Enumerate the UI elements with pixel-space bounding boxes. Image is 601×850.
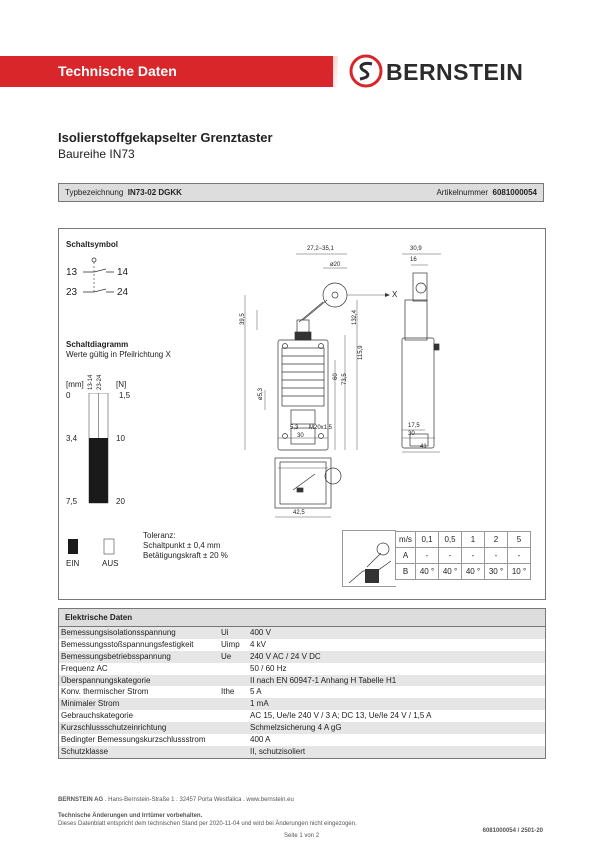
dim-d3: 30,9 [410,246,422,252]
table-row: Bedingter Bemessungskurzschlussstrom 400 A [61,735,271,745]
dim-w1: 5,3 [290,425,299,431]
contact-1-left: 13 [66,267,78,278]
legend-off-label: AUS [102,559,119,568]
speed-table [395,531,531,580]
diagram-row-1-mm: 3,4 [66,434,78,443]
dim-w3: 30 [297,433,304,439]
table-row: Bemessungsstoßspannungsfestigkeit Uimp 4 kV [61,639,267,649]
table-row: Bemessungsisolationsspannung Ui 400 V [59,627,545,639]
article-number: Artikelnummer 6081000054 [436,188,537,197]
electrical-heading: Elektrische Daten [59,609,545,627]
diagram-contact-closed-fill [89,438,108,503]
bernstein-logo-icon [349,54,383,88]
dim-w6: 41 [420,444,427,450]
document-title: Isolierstoffgekapselter Grenztaster [58,130,273,145]
type-designation: Typbezeichnung IN73-02 DGKK [65,188,182,197]
table-row: Minimaler Strom 1 mA [59,698,545,710]
switch-dimension-drawing [235,240,540,530]
switch-symbol-icon [80,256,120,298]
diagram-row-2-n: 20 [116,497,125,506]
dim-d2: ø20 [330,262,341,268]
roller-lever-sketch-icon [343,531,396,586]
dim-h2: 132,4 [352,309,358,325]
diagram-row-0-n: 1,5 [119,391,131,400]
banner-title: Technische Daten [58,63,177,79]
diagram-row-0-mm: 0 [66,391,71,400]
legend-on-label: EIN [66,559,80,568]
document-code: 6081000054 / 2501-20 [482,828,543,834]
dim-h1: 39,5 [240,313,246,325]
diagram-unit-mm: [mm] [66,380,84,389]
page-number: Seite 1 von 2 [284,833,320,839]
table-row: Überspannungskategorie II nach EN 60947-1 Anhang H Tabelle H1 [59,675,545,687]
document-subtitle: Baureihe IN73 [58,147,135,161]
diagram-row-1-n: 10 [116,434,125,443]
type-bar [58,183,544,202]
dim-d4: 16 [410,257,417,263]
speed-table-header: m/s 0,1 0,5 1 2 5 [396,532,531,548]
table-row: Schutzklasse II, schutzisoliert [59,746,545,758]
dim-w4: 17,5 [408,423,420,429]
footer-notice: Dieses Datenblatt entspricht dem technischen Stand per 2020-11-04 und wird bei Änderungen nicht eingezogen. [58,821,357,827]
roller-sketch-cell [342,530,396,587]
legend-icons [66,538,116,558]
diagram-col1: 13-14 [88,374,94,390]
dim-w2: M20x1,5 [309,425,333,431]
footer-address: BERNSTEIN AG . Hans-Bernstein-Straße 1 . 32457 Porta Westfalica . www.bernstein.eu [58,797,294,803]
diagram-heading: Schaltdiagramm [66,340,129,349]
table-row: Konv. thermischer Strom Ithe 5 A [61,687,262,697]
tolerance-line1: Schaltpunkt ± 0,4 mm [143,541,221,550]
footer-notice-bold: Technische Änderungen und Irrtümer vorbehalten. [58,813,203,819]
table-row: Frequenz AC 50 / 60 Hz [61,663,287,673]
diagram-row-2-mm: 7,5 [66,497,78,506]
diagram-note: Werte gültig in Pfeilrichtung X [66,350,171,359]
diagram-col2: 23-24 [97,374,103,390]
logo-text: BERNSTEIN [386,59,524,85]
symbol-heading: Schaltsymbol [66,240,119,249]
dim-w5: 30 [408,431,415,437]
tolerance-heading: Toleranz: [143,531,176,540]
switching-diagram-bars [86,393,112,505]
table-row: Kurzschlussschutzeinrichtung Schmelzsicherung 4 A gG [59,722,545,734]
speed-table-row-a: A - - - - - [396,548,531,564]
diagram-unit-n: [N] [116,380,127,389]
dim-h5: 60 [333,373,339,380]
legend-on-swatch [68,539,78,554]
dim-h4: 73,5 [342,373,348,385]
dim-x-arrow-label: X [392,290,398,299]
contact-2-left: 23 [66,287,78,298]
speed-table-row-b: B 40 ° 40 ° 40 ° 30 ° 10 ° [396,564,531,580]
dim-w7: 42,5 [293,510,305,516]
dim-d1: 27,2−35,1 [307,246,334,252]
dim-h6: ø5,3 [258,387,264,400]
electrical-data-table [58,608,546,759]
table-row: Gebrauchskategorie AC 15, Ue/Ie 240 V / 3 A; DC 13, Ue/Ie 24 V / 1,5 A [61,711,432,721]
legend-off-swatch [104,539,114,554]
dim-h3: 115,9 [358,345,364,360]
tolerance-line2: Betätigungskraft ± 20 % [143,551,228,560]
contact-2-right: 24 [117,287,129,298]
header-banner-fade [270,56,338,87]
table-row: Bemessungsbetriebsspannung Ue 240 V AC / 24 V DC [59,651,545,663]
contact-1-right: 14 [117,267,129,278]
